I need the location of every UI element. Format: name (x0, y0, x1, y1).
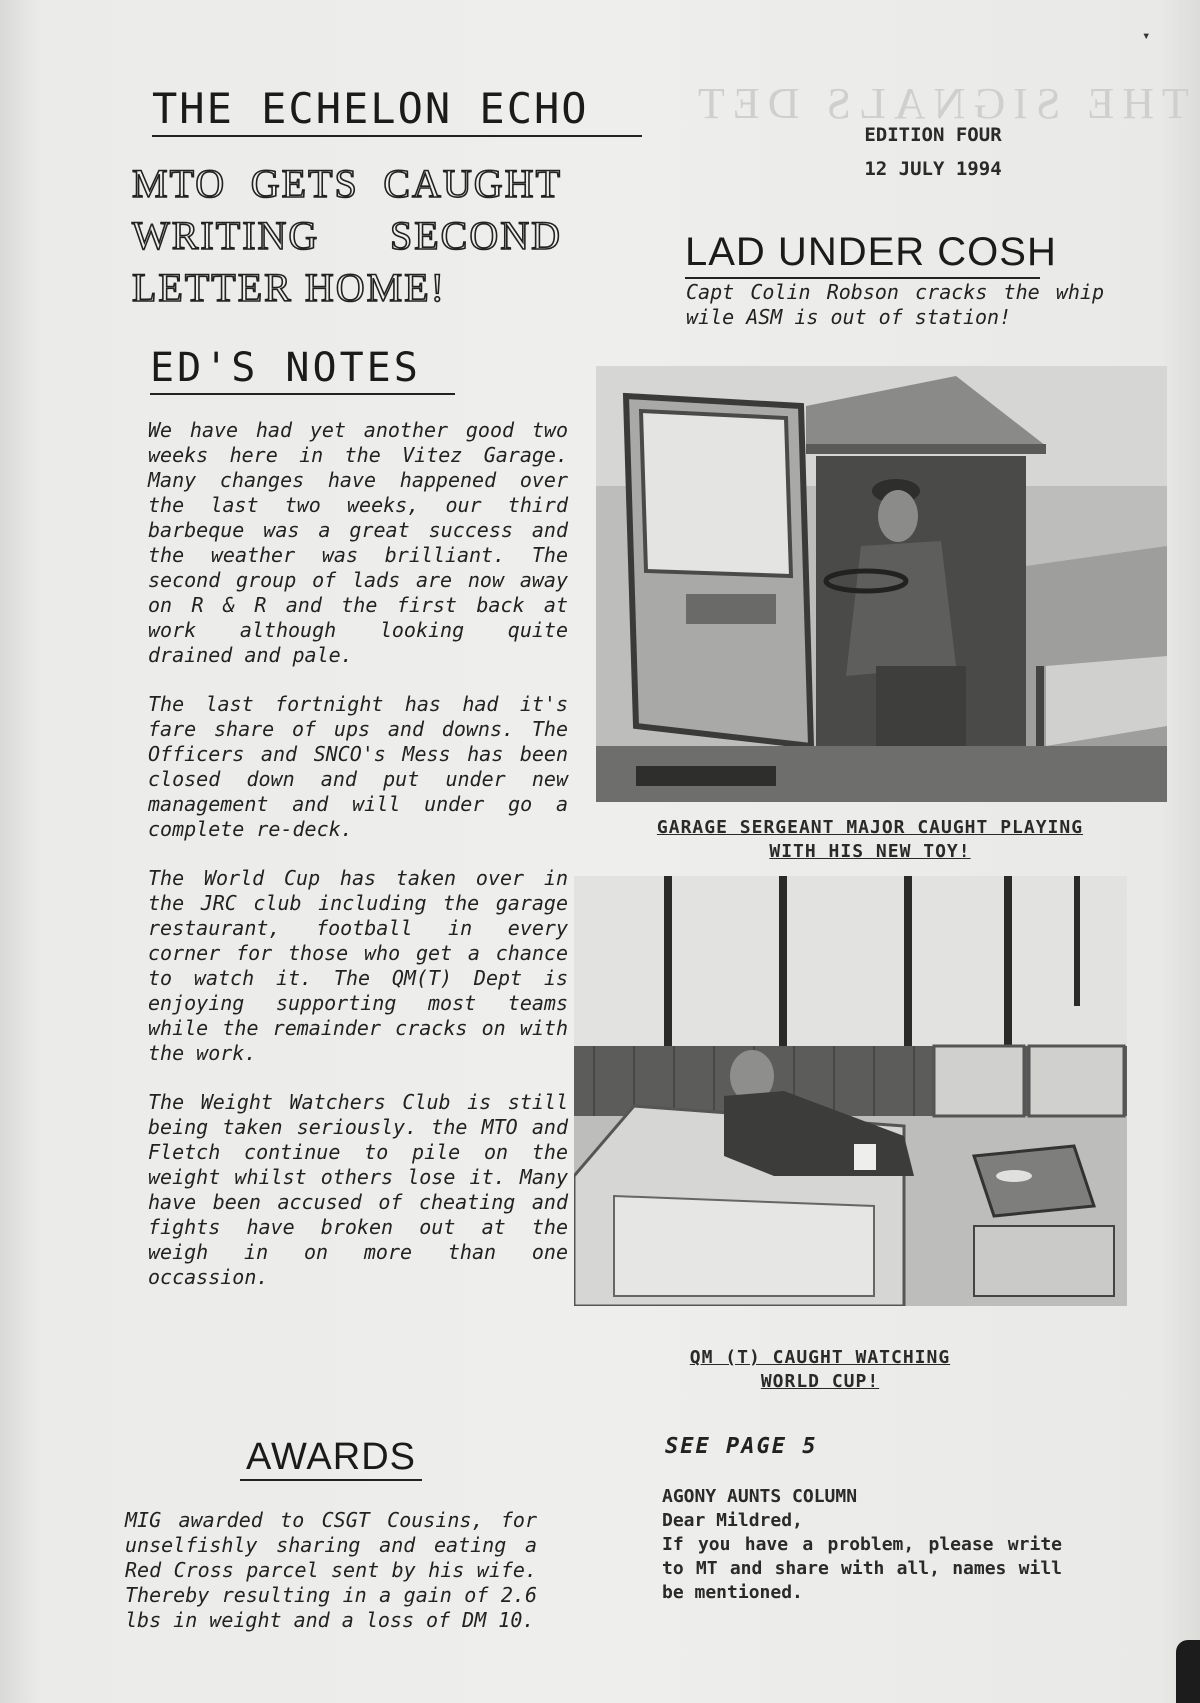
awards-heading: AWARDS (240, 1436, 422, 1481)
photo-caption-2-line-2: WORLD CUP! (760, 1371, 880, 1392)
show-through-text: THE SIGNALS DET (690, 79, 1189, 128)
lounge-photo (574, 876, 1127, 1306)
eds-notes-paragraph: The Weight Watchers Club is still being taken seriously. the MTO and Fletch continue to pile on the weight whilst others lose it. Many have been accused of cheating and fights have broken out at the weigh in on more than one occassion. (148, 1090, 568, 1289)
edition-label: EDITION FOUR (864, 124, 1002, 146)
awards-text: MIG awarded to CSGT Cousins, for unselfishly sharing and eating a Red Cross parcel sent by his wife. Thereby resulting in a gain of 2.6 lbs in weight and a loss of DM 10. (125, 1508, 537, 1632)
agony-aunts-column (662, 1485, 1062, 1605)
corner-mark: ▾ (1142, 28, 1151, 44)
agony-title: AGONY AUNTS COLUMN (662, 1486, 858, 1507)
see-page-link: SEE PAGE 5 (665, 1434, 818, 1459)
eds-notes-paragraph: The last fortnight has had it's fare share of ups and downs. The Officers and SNCO's Mess has been closed down and put under new management and will under go a complete re-deck. (148, 692, 568, 841)
eds-notes-heading: ED'S NOTES (150, 345, 455, 395)
edition-date: 12 JULY 1994 (864, 158, 1002, 180)
masthead-title: THE ECHELON ECHO (152, 84, 642, 137)
photo-caption-1: GARAGE SERGEANT MAJOR CAUGHT PLAYING WITH HIS NEW TOY! (656, 817, 1084, 862)
mto-headline: MTO GETS CAUGHT WRITING SECOND LETTER HOME! (132, 161, 562, 310)
photo-caption-2 (640, 1346, 1000, 1394)
photo-caption-2-line-1: QM (T) CAUGHT WATCHING (689, 1347, 951, 1368)
binding-shadow (1176, 1640, 1200, 1703)
agony-salutation: Dear Mildred, (662, 1510, 803, 1531)
lad-under-cosh-subheading: Capt Colin Robson cracks the whip wile ASM is out of station! (686, 280, 1104, 329)
eds-notes-paragraph: The World Cup has taken over in the JRC club including the garage restaurant, football in every corner for those who get a chance to watch it. The QM(T) Dept is enjoying supporting most teams while the remainder cracks on with the work. (148, 866, 568, 1065)
lounge-illustration (574, 876, 1127, 1306)
edition-block (838, 118, 1028, 186)
eds-notes-paragraph: We have had yet another good two weeks here in the Vitez Garage. Many changes have happened over the last two weeks, our third barbeque was a great success and the weather was brilliant. The second group of lads are now away on R & R and the first back at work although looking quite drained and pale. (148, 418, 568, 667)
eds-notes-body (148, 418, 568, 1314)
agony-body: If you have a problem, please write to MT and share with all, names will be mentioned. (662, 1534, 1062, 1603)
vehicle-cab-photo (596, 366, 1167, 802)
lad-under-cosh-heading: LAD UNDER COSH (685, 230, 1040, 279)
vehicle-cab-illustration (596, 366, 1167, 802)
